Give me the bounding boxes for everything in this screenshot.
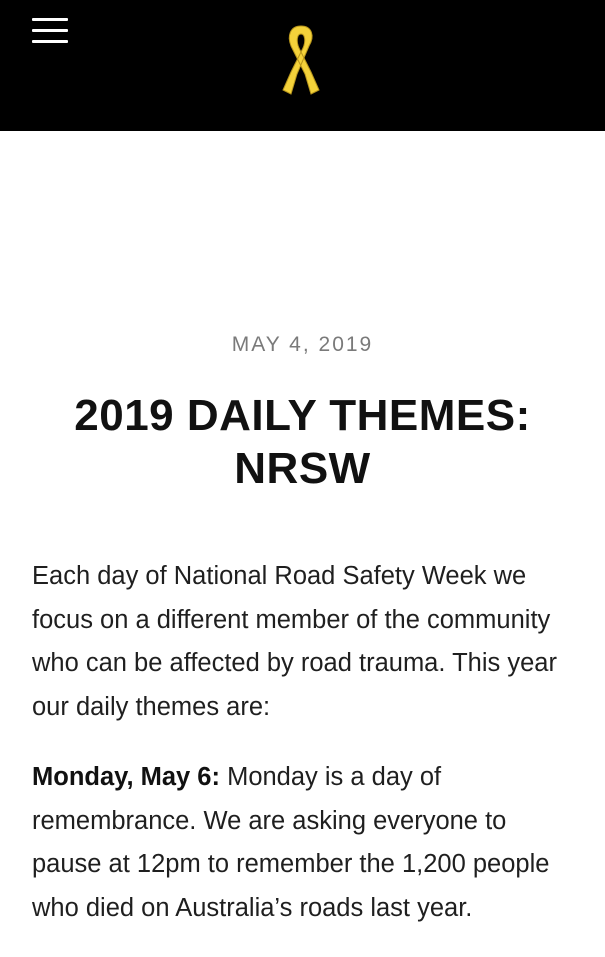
site-header [0, 0, 605, 131]
hamburger-menu-icon[interactable] [32, 18, 68, 46]
post-title: 2019 DAILY THEMES: NRSW [74, 391, 531, 493]
menu-bar [32, 18, 68, 21]
post-date: MAY 4, 2019 [231, 333, 374, 356]
post-intro: Each day of National Road Safety Week we focus on a different member of the community who can be affected by road trauma. This year our daily themes are: [32, 562, 557, 722]
post-body [32, 555, 577, 957]
yellow-ribbon-icon[interactable] [281, 22, 321, 96]
theme-item [32, 756, 577, 931]
theme-day-label: Monday, May 6: [32, 762, 220, 791]
menu-bar [32, 29, 68, 32]
ribbon-shape [283, 26, 319, 94]
theme-text: Monday is a day of remembrance. We are asking everyone to pause at 12pm to remember the 1,200 people who died on Australia’s roads last year. [32, 762, 550, 922]
menu-bar [32, 40, 68, 43]
